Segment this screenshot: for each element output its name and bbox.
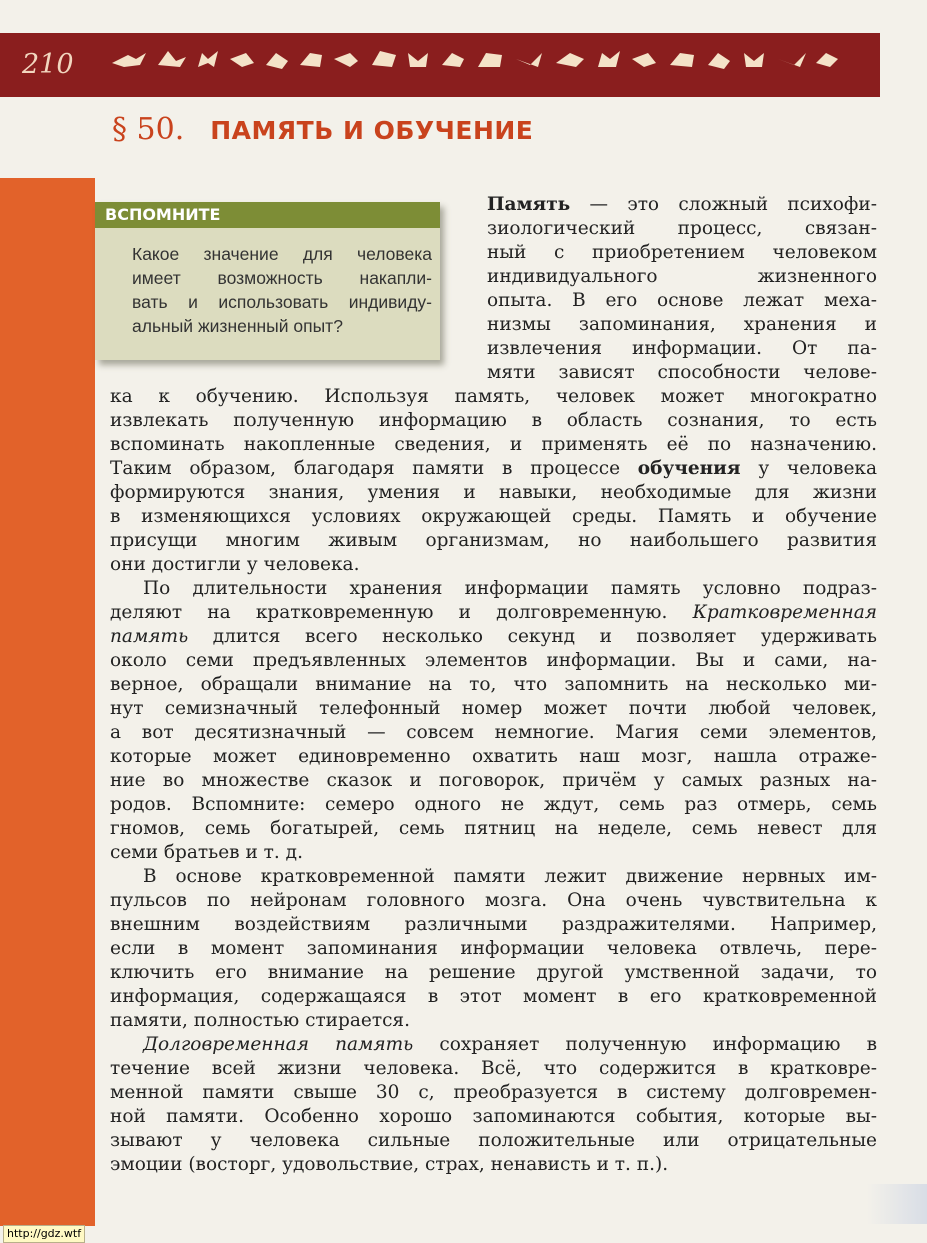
text-fragment: — это сложный психофи- bbox=[570, 194, 877, 215]
paragraph-1-lead bbox=[487, 193, 877, 385]
text-line: индивидуального жизненного bbox=[487, 266, 877, 287]
text-line: если в момент запоминания информации человека отвлечь, пере- bbox=[110, 938, 877, 959]
bird-icon bbox=[112, 53, 146, 67]
butterfly-icon bbox=[408, 53, 428, 67]
text-line: верное, обращали внимание на то, что запомнить на несколько ми- bbox=[110, 674, 877, 695]
text-line: опыта. В его основе лежат меха- bbox=[487, 290, 877, 311]
text-line: менной памяти свыше 30 с, преобразуется в систему долговремен- bbox=[110, 1082, 877, 1103]
text-fragment: сохраняет полученную информацию в bbox=[413, 1034, 877, 1055]
recall-box-header bbox=[95, 202, 440, 228]
bird-icon bbox=[556, 53, 584, 67]
text-line: семи братьев и т. д. bbox=[110, 842, 303, 863]
text-line bbox=[110, 625, 877, 649]
text-line: извлекать полученную информацию в область сознания, то есть bbox=[110, 410, 877, 431]
paragraph-1-continued bbox=[110, 385, 877, 577]
term-short-term-memory-cont: память bbox=[110, 626, 189, 647]
text-fragment: у человека bbox=[740, 458, 877, 479]
paragraph-2 bbox=[110, 577, 877, 865]
page-header-band bbox=[0, 33, 880, 97]
text-line: формируются знания, умения и навыки, необходимые для жизни bbox=[110, 482, 877, 503]
text-line bbox=[110, 1033, 877, 1057]
text-line: ный с приобретением человеком bbox=[487, 242, 877, 263]
animal-icon bbox=[372, 51, 396, 67]
text-line: ка к обучению. Используя память, человек может многократно bbox=[110, 386, 877, 407]
term-learning: обучения bbox=[637, 458, 741, 479]
text-line: родов. Вспомните: семеро одного не ждут, семь раз отмерь, семь bbox=[110, 794, 877, 815]
section-heading bbox=[112, 112, 533, 152]
butterfly-icon bbox=[744, 53, 764, 67]
text-line: информация, содержащаяся в этот момент в его кратковременной bbox=[110, 986, 877, 1007]
text-fragment: деляют на кратковременную и долговременную. bbox=[110, 602, 693, 623]
section-number: § 50. bbox=[112, 112, 185, 147]
text-line: внешним воздействиям различными раздражителями. Например, bbox=[110, 914, 877, 935]
bird-icon bbox=[816, 53, 838, 67]
text-line: нут семизначный телефонный номер может почти любой человек, bbox=[110, 698, 877, 719]
text-line: В основе кратковременной памяти лежит движение нервных им- bbox=[143, 866, 877, 887]
paragraph-3 bbox=[110, 865, 877, 1033]
text-line: альный жизненный опыт? bbox=[132, 316, 343, 336]
text-fragment: Таким образом, благодаря памяти в процессе bbox=[110, 458, 638, 479]
text-line: а вот десятизначный — совсем немногие. Магия семи элементов, bbox=[110, 722, 877, 743]
term-memory: Память bbox=[487, 194, 571, 215]
lizard-icon bbox=[708, 53, 730, 69]
text-line: около семи предъявленных элементов информации. Вы и сами, на- bbox=[110, 650, 877, 671]
text-line: они достигли у человека. bbox=[110, 554, 360, 575]
horse-icon bbox=[478, 53, 502, 67]
bird-icon bbox=[158, 51, 186, 67]
text-line bbox=[487, 193, 877, 217]
bird-icon bbox=[230, 53, 254, 67]
fish-icon bbox=[334, 53, 358, 67]
text-line: имеет возможность накапли- bbox=[132, 268, 432, 288]
bird-icon bbox=[632, 53, 656, 67]
text-line: в изменяющихся условиях окружающей среды. Память и обучение bbox=[110, 506, 877, 527]
snail-icon bbox=[442, 53, 464, 67]
recall-box-heading: ВСПОМНИТЕ bbox=[105, 205, 221, 224]
side-decor-stripe bbox=[0, 178, 95, 1226]
text-line: памяти, полностью стирается. bbox=[110, 1010, 410, 1031]
text-line: По длительности хранения информации память условно подраз- bbox=[143, 578, 877, 599]
section-title: ПАМЯТЬ И ОБУЧЕНИЕ bbox=[210, 116, 534, 145]
text-line: мяти зависят способности челове- bbox=[487, 362, 877, 383]
recall-box bbox=[95, 202, 440, 360]
text-line: эмоции (восторг, удовольствие, страх, ненависть и т. п.). bbox=[110, 1154, 669, 1175]
text-line: ние во множестве сказок и поговорок, причём у самых разных на- bbox=[110, 770, 877, 791]
bird-icon bbox=[778, 53, 806, 67]
text-line: течение всей жизни человека. Всё, что содержится в кратковре- bbox=[110, 1058, 877, 1079]
text-line: вспоминать накопленные сведения, и применять её по назначению. bbox=[110, 434, 877, 455]
recall-question bbox=[132, 242, 432, 338]
text-line: присущи многим живым организмам, но наибольшего развития bbox=[110, 530, 877, 551]
text-line: гномов, семь богатырей, семь пятниц на неделе, семь невест для bbox=[110, 818, 877, 839]
animal-icon bbox=[300, 53, 322, 67]
text-line: вать и использовать индивиду- bbox=[132, 292, 432, 312]
text-line bbox=[110, 457, 877, 481]
watermark-link[interactable]: http://gdz.wtf bbox=[3, 1225, 85, 1243]
text-line: ключить его внимание на решение другой умственной задачи, то bbox=[110, 962, 877, 983]
text-line: зиологический процесс, связан- bbox=[487, 218, 877, 239]
text-line: низмы запоминания, хранения и bbox=[487, 314, 877, 335]
paragraph-4 bbox=[110, 1033, 877, 1177]
deer-icon bbox=[198, 51, 218, 67]
text-line: извлечения информации. От па- bbox=[487, 338, 877, 359]
page-number: 210 bbox=[22, 49, 74, 80]
term-short-term-memory: Кратковременная bbox=[692, 602, 877, 623]
text-line: Какое значение для человека bbox=[132, 244, 432, 264]
text-line bbox=[110, 601, 877, 625]
deer-icon bbox=[598, 51, 620, 67]
animal-icon bbox=[670, 53, 694, 67]
text-line: пульсов по нейронам головного мозга. Она очень чувствительна к bbox=[110, 890, 877, 911]
text-line: которые может единовременно охватить наш мозг, нашла отраже- bbox=[110, 746, 877, 767]
text-line: зывают у человека сильные положительные или отрицательные bbox=[110, 1130, 877, 1151]
text-fragment: длится всего несколько секунд и позволяет удерживать bbox=[188, 626, 877, 647]
text-line: ной памяти. Особенно хорошо запоминаются события, которые вы- bbox=[110, 1106, 877, 1127]
term-long-term-memory: Долговременная память bbox=[143, 1034, 414, 1055]
animal-frieze-decoration bbox=[110, 45, 840, 75]
main-text bbox=[110, 385, 877, 1177]
lizard-icon bbox=[266, 53, 288, 69]
page-corner-shade bbox=[867, 1184, 927, 1224]
bird-icon bbox=[516, 53, 542, 67]
